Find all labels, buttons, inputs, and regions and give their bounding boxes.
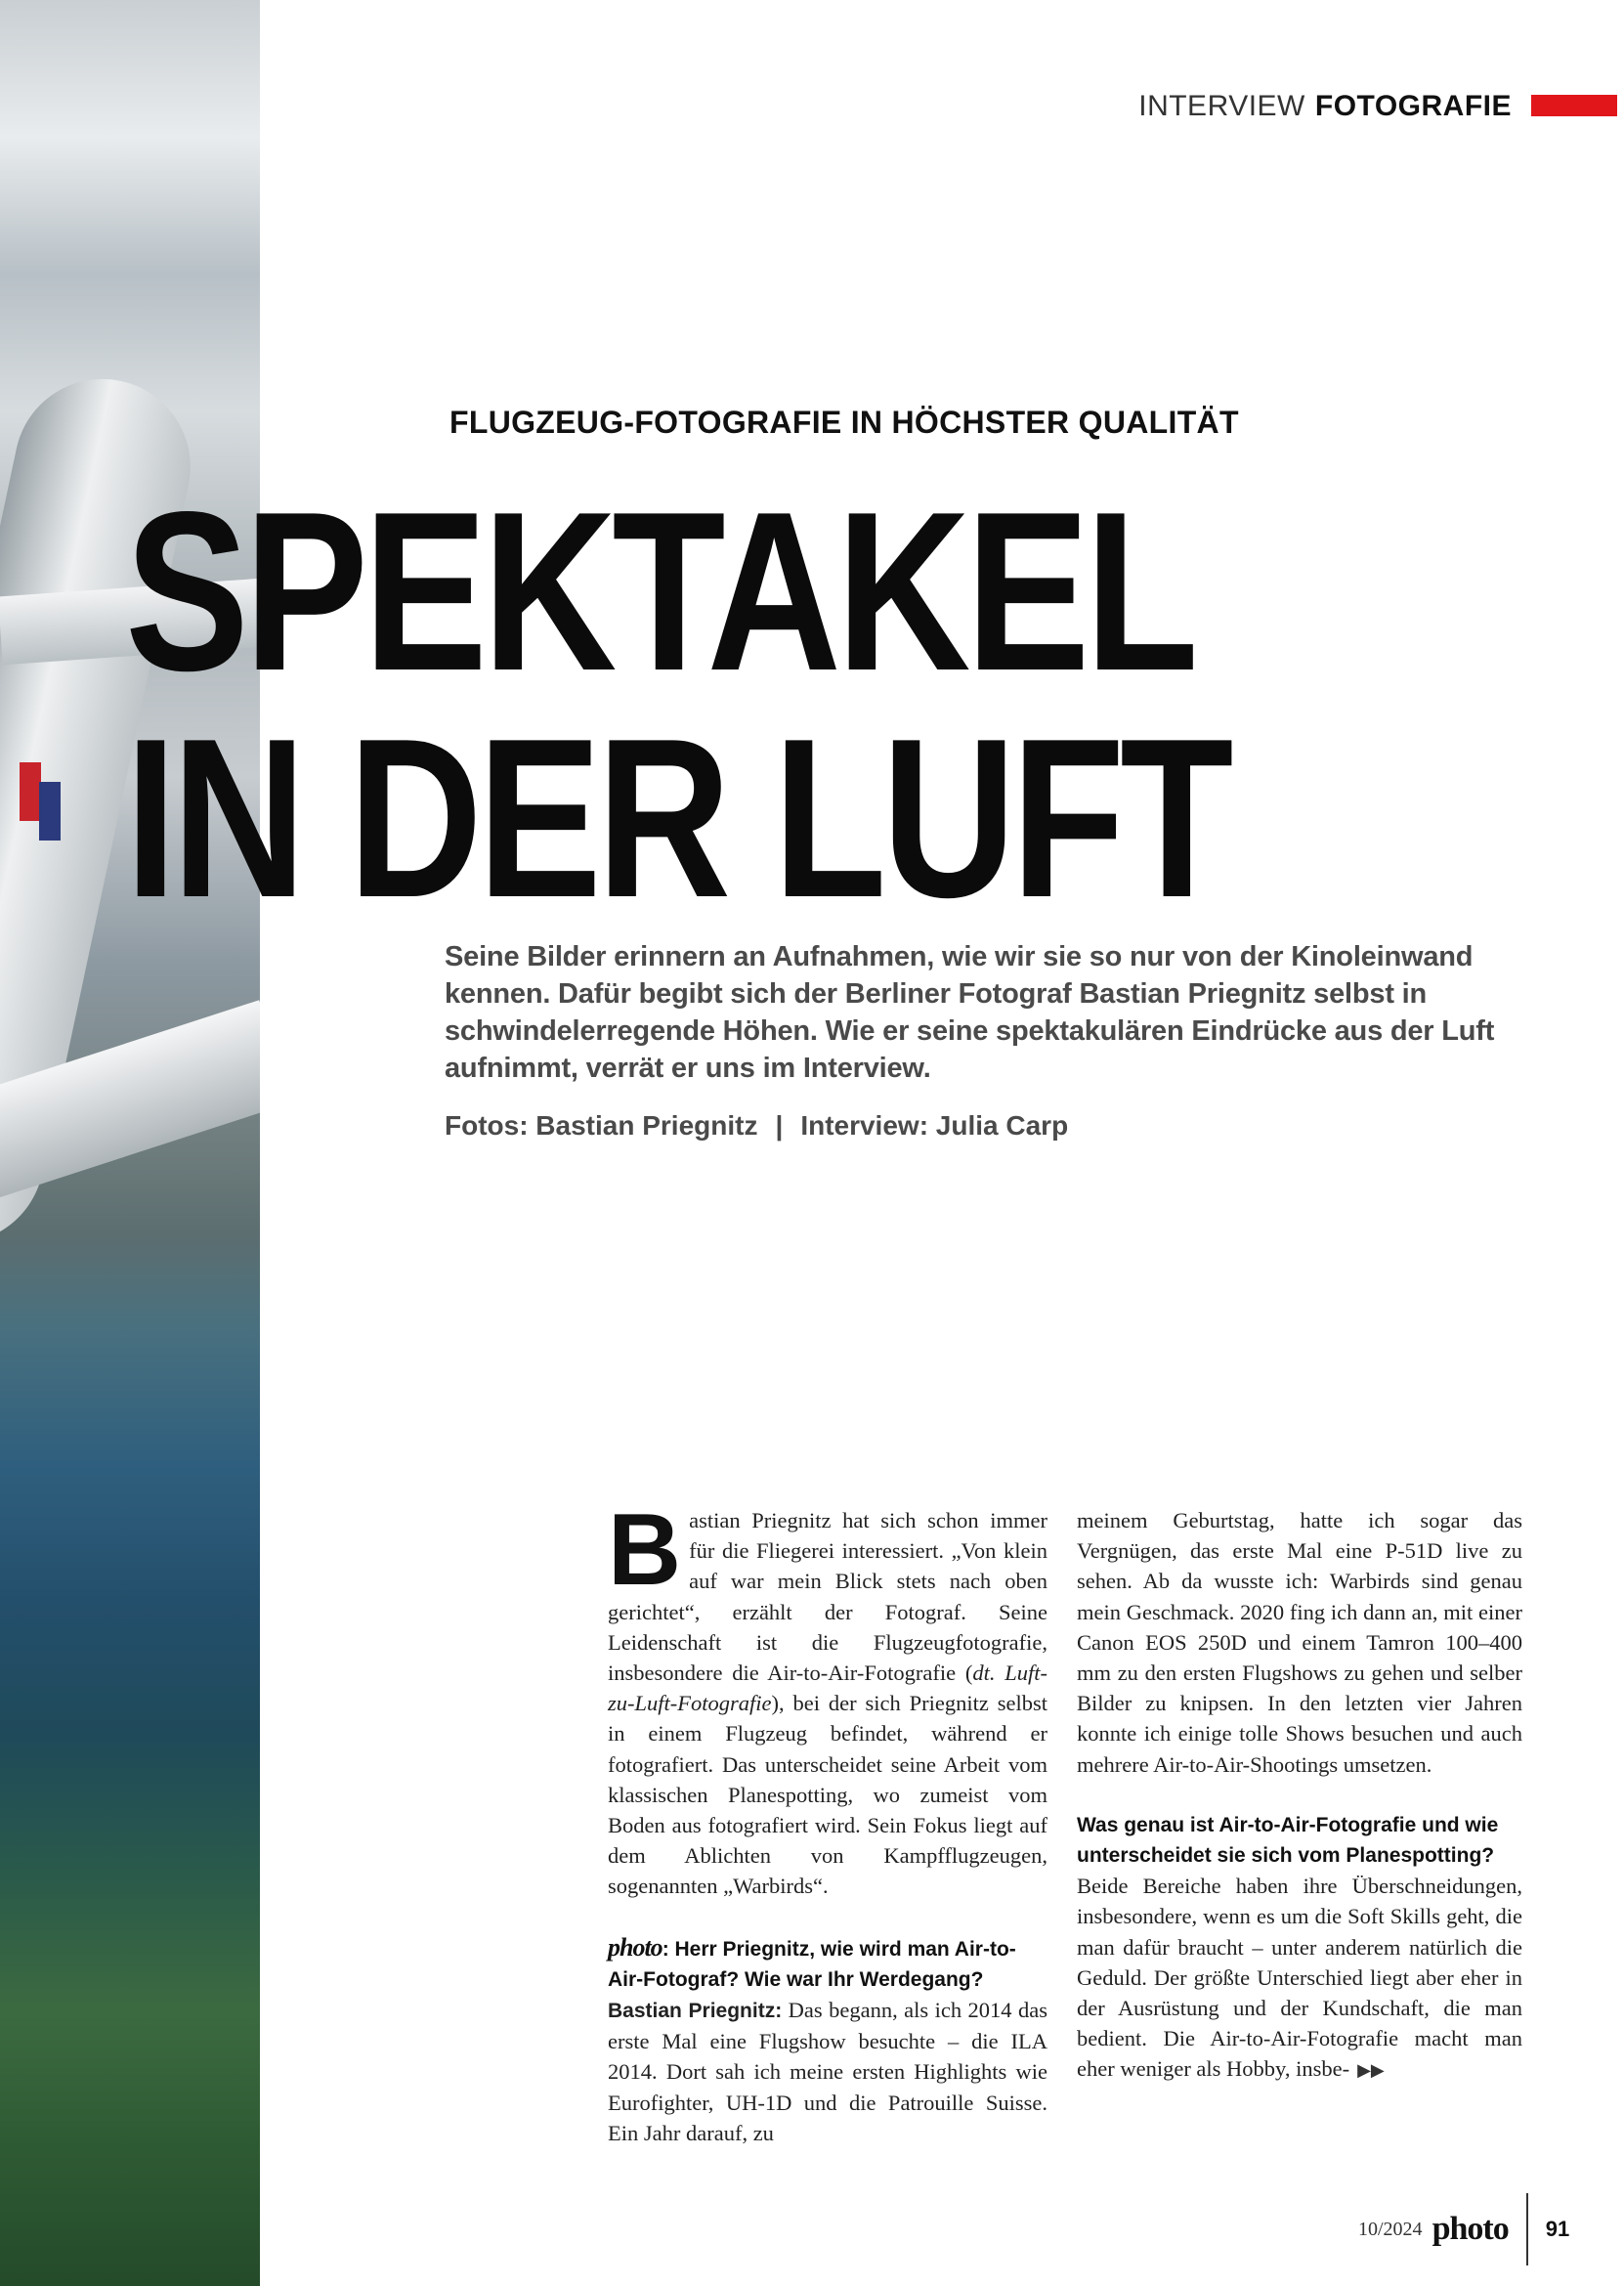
category-label: FOTOGRAFIE (1314, 90, 1512, 122)
page-number: 91 (1545, 2217, 1570, 2241)
question-1-text: : Herr Priegnitz, wie wird man Air-to-Air-Fotograf? Wie war Ihr Werdegang? (608, 1937, 1016, 1991)
speaker-name: Bastian Priegnitz: (608, 2000, 783, 2023)
drop-cap: B (608, 1493, 682, 1607)
body-column-left (608, 1493, 1047, 2148)
answer-1-continued: meinem Geburtstag, hatte ich sogar das Vergnügen, das erste Mal eine P-51D live zu sehen. Ab da wusste ich: Warbirds sind genau mein Geschmack. 2020 fing ich dann an, mit einer Canon EOS 250D und einem Tamron 100–400 mm zu den ersten Flugshows zu gehen und selber Bilder zu knipsen. In den letzten vier Jahren konnte ich einige tolle Shows besuchen und auch mehrere Air-to-Air-Shootings umsetzen. (1077, 1508, 1522, 1777)
lead-paragraph: Seine Bilder erinnern an Aufnahmen, wie wir sie so nur von der Kinoleinwand kennen. Dafür begibt sich der Berliner Fotograf Bastian Priegnitz selbst in schwindelerregende Höhen. Wie er seine spektakulären Eindrücke aus der Luft aufnimmt, verrät er uns im Interview. (445, 941, 1495, 1084)
section-tag (1138, 90, 1512, 123)
headline (125, 465, 1229, 945)
intro-text-rest: ), bei der sich Priegnitz selbst in einem Flugzeug befindet, während er fotografiert. Das unterscheidet seine Arbeit vom klassischen Planespotting, wo zumeist vom Boden aus fotografiert wird. Sein Fokus liegt auf dem Ablichten von Kampfflugzeugen, sogenannten „Warbirds“. (608, 1691, 1047, 1899)
aircraft-marking-red (20, 762, 41, 821)
answer-2 (1077, 1871, 1522, 2086)
accent-bar (1531, 95, 1617, 116)
brand-logo-inline: photo (608, 1932, 662, 1962)
issue-number: 10/2024 (1358, 2218, 1423, 2240)
credit-photos: Fotos: Bastian Priegnitz (445, 1110, 758, 1141)
intro-text: astian Priegnitz hat sich schon immer für die Fliegerei interessiert. „Von klein auf war mein Blick stets nach oben gerichtet“, erzählt der Fotograf. Seine Leidenschaft ist die Flugzeugfotografie, insbesondere die Air-to-Air-Fotografie ( (608, 1508, 1047, 1686)
credit-interview: Interview: Julia Carp (800, 1110, 1069, 1141)
question-1 (608, 1932, 1047, 1995)
question-2: Was genau ist Air-to-Air-Fotografie und wie unterscheidet sie sich vom Planespotting? (1077, 1813, 1499, 1868)
credits (445, 1110, 1068, 1142)
answer-2-text: Beide Bereiche haben ihre Überschneidungen, insbesondere, wenn es um die Soft Skills geht, die man dafür braucht – unter anderem natürlich die Geduld. Der größte Unterschied liegt aber eher in der Ausrüstung und der Kundschaft, die man bedient. Die Air-to-Air-Fotografie macht man eher weniger als Hobby, insbe- (1077, 1874, 1522, 2082)
kicker: FLUGZEUG-FOTOGRAFIE IN HÖCHSTER QUALITÄT (449, 405, 1239, 440)
aircraft-photo (0, 0, 260, 2286)
aircraft-marking-blue (39, 782, 61, 841)
fast-forward-icon: ▶▶ (1357, 2060, 1385, 2081)
magazine-logo: photo (1432, 2211, 1509, 2247)
footer-divider (1526, 2193, 1528, 2265)
body-column-right (1077, 1505, 1522, 2087)
headline-line-2: IN DER LUFT (125, 692, 1229, 945)
headline-line-1: SPEKTAKEL (125, 465, 1194, 718)
intro-italic: dt. Luft-zu-Luft-Fotografie (608, 1661, 1047, 1716)
page-footer (1358, 2204, 1569, 2255)
intro-paragraph (608, 1493, 1047, 1902)
answer-1 (608, 1995, 1047, 2148)
answer-1-text: Das begann, als ich 2014 das erste Mal eine Flugshow besuchte – die ILA 2014. Dort sah ich meine ersten Highlights wie Eurofighter, UH-1D und die Patrouille Suisse. Ein Jahr darauf, zu (608, 1998, 1047, 2145)
credit-separator: | (775, 1110, 784, 1141)
section-label: INTERVIEW (1138, 90, 1305, 122)
